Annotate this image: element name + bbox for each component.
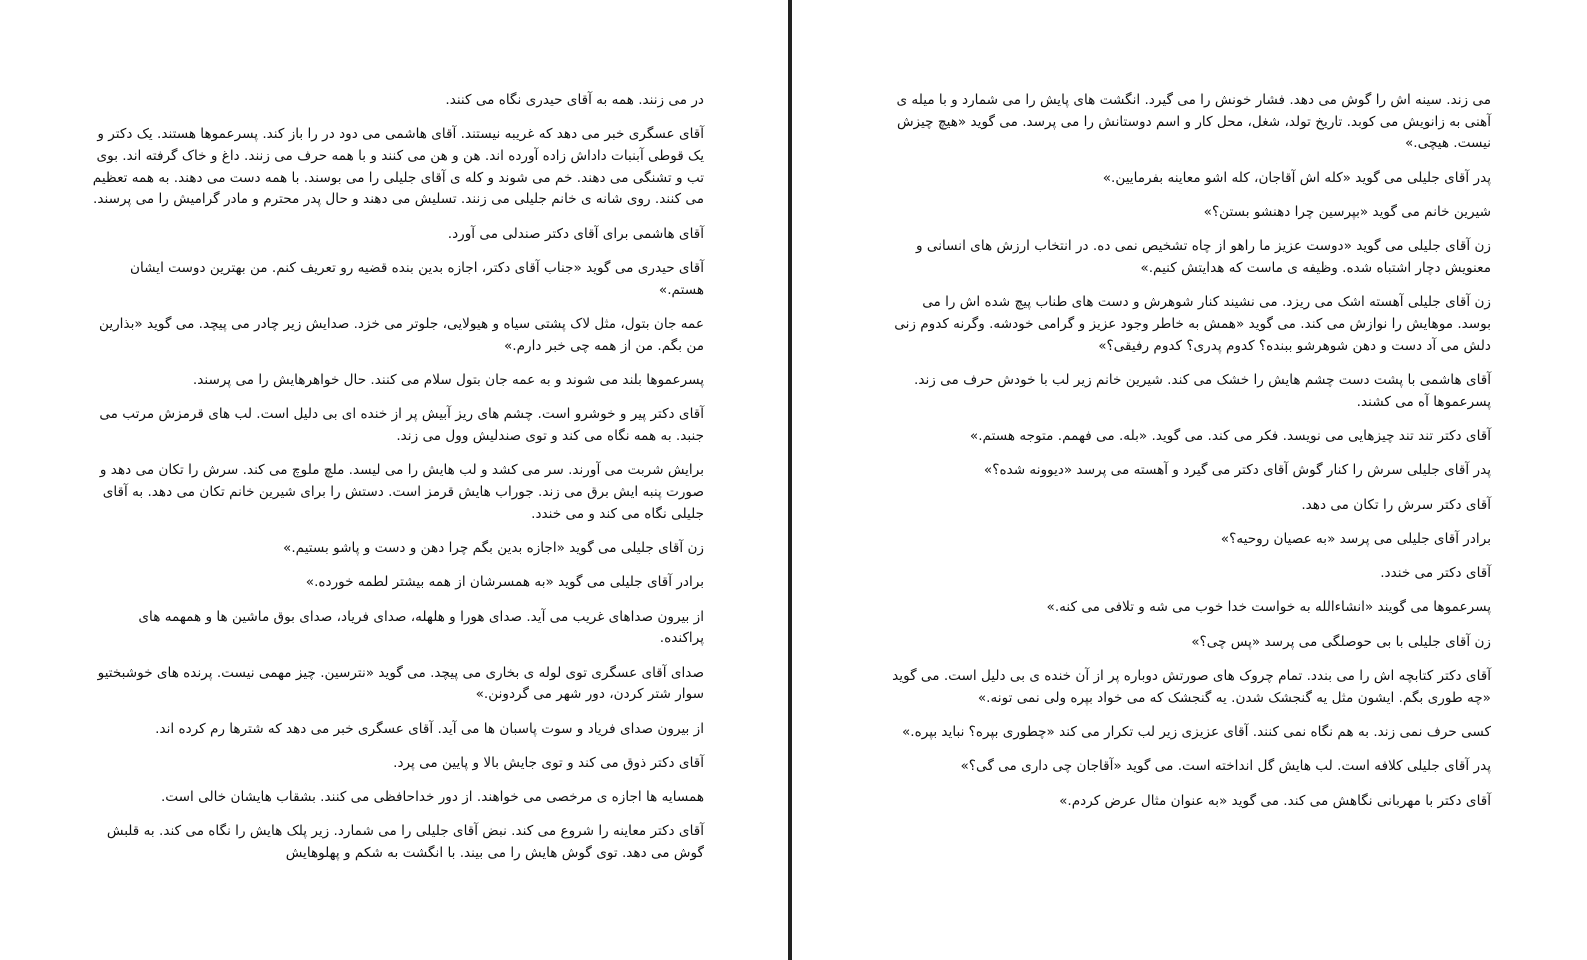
paragraph: پدر آقای جلیلی کلافه است. لب هایش گل انداخته است. می گوید «آقاجان چی داری می گی؟» (960, 758, 1491, 775)
paragraph: آقای دکتر سرش را تکان می دهد. (1301, 496, 1491, 513)
paragraph: آقای هاشمی برای آقای دکتر صندلی می آورد. (447, 225, 704, 242)
paragraph: آقای دکتر پیر و خوشرو است. چشم های ریز آبیش پر از خنده ای بی دلیل است. لب های قرمزش مرتب می جنبد. به همه نگاه می کند و توی صندلیش وول می زند. (99, 406, 704, 444)
paragraph: آقای دکتر با مهربانی نگاهش می کند. می گوید «به عنوان مثال عرض کردم.» (1059, 792, 1491, 809)
left-page (0, 0, 788, 960)
paragraph: برادر آقای جلیلی می پرسد «به عصیان روحیه؟» (1220, 530, 1491, 547)
paragraph: کسی حرف نمی زند. به هم نگاه نمی کنند. آقای عزیزی زیر لب تکرار می کند «چطوری بپره؟ نباید بپره.» (901, 724, 1491, 741)
right-page (795, 0, 1587, 960)
paragraph: آقای حیدری می گوید «جناب آقای دکتر، اجازه بدین بنده قضیه رو تعریف کنم. من بهترین دوست ایشان هستم.» (130, 260, 704, 298)
paragraph: عمه جان بتول، مثل لاک پشتی سیاه و هیولایی، جلوتر می خزد. صدایش زیر چادر می پیچد. می گوید «بذارین من بگم. من از همه چی خبر دارم.» (98, 316, 704, 354)
paragraph: آقای دکتر معاینه را شروع می کند. نبض آقای جلیلی را می شمارد. زیر پلک هایش را نگاه می کند. به قلبش گوش می دهد. توی گوش هایش را می بیند. با انگشت به شکم و پهلوهایش (106, 823, 704, 862)
paragraph: آقای دکتر ذوق می کند و توی جایش بالا و پایین می پرد. (393, 754, 704, 771)
paragraph: آقای دکتر کتابچه اش را می بندد. تمام چروک های صورتش دوباره پر از آن خنده ی بی دلیل است. می گوید «چه طوری بگم. ایشون مثل یه گنجشک شدن. یه گنجشک که می خواد بپره ولی نمی تونه.» (892, 668, 1491, 706)
paragraph: در می زنند. همه به آقای حیدری نگاه می کنند. (445, 92, 704, 108)
paragraph: آقای دکتر می خندد. (1380, 565, 1491, 582)
paragraph: آقای دکتر تند تند چیزهایی می نویسد. فکر می کند. می گوید. «بله. می فهمم. متوجه هستم.» (969, 428, 1491, 444)
paragraph: زن آقای جلیلی آهسته اشک می ریزد. می نشیند کنار شوهرش و دست های طناب پیچ شده اش را می بوسد. موهایش را نوازش می کند. می گوید «همش به خاطر وجود عزیز و گرامی خودشه. وگرنه کدوم زنی دلش می آد دست و دهن شوهرشو ببنده؟ کدوم پدری؟ کدوم رفیقی؟» (894, 294, 1491, 354)
paragraph: برادر آقای جلیلی می گوید «به همسرشان از همه بیشتر لطمه خورده.» (305, 574, 704, 591)
paragraph: از بیرون صدای فریاد و سوت پاسبان ها می آید. آقای عسگری خبر می دهد که شترها رم کرده اند. (155, 720, 704, 737)
paragraph: برایش شربت می آورند. سر می کشد و لب هایش را می لیسد. ملچ ملوچ می کند. سرش را تکان می دهد و صورت پنبه ایش برق می زند. جوراب هایش قرمز است. دستش را برای شیرین خانم تکان می دهد. به آقای جلیلی نگاه می کند و می خندد. (99, 462, 704, 522)
page-divider (788, 0, 792, 960)
left-page-text (92, 90, 704, 877)
paragraph: می زند. سینه اش را گوش می دهد. فشار خونش را می گیرد. انگشت های پایش را می شمارد و با میله ی آهنی به زانویش می کوبد. تاریخ تولد، شغل، محل کار و اسم دوستانش را می پرسد. می گوید «هیچ چیزش نیست. هیچی.» (896, 92, 1491, 152)
paragraph: از بیرون صداهای غریب می آید. صدای هورا و هلهله، صدای فریاد، صدای بوق ماشین ها و همهمه های پراکنده. (138, 608, 704, 647)
paragraph: آقای عسگری خبر می دهد که غریبه نیستند. آقای هاشمی می دود در را باز کند. پسرعموها هستند. یک دکتر و یک قوطی آبنبات داداش زاده آورده اند. هن و هن می کنند و با همه حرف می زنند. داغ و خاک گرفته اند. بوی تب و تشنگی می دهند. خم می شوند و کله ی آقای جلیلی را می بوسند. با همه دست می دهند. به همه تعظیم می کنند. روی شانه ی خانم جلیلی می زنند. تسلیش می دهند و حال پدر محترم و مادر گرامیش را می پرسند. (92, 126, 704, 208)
paragraph: زن آقای جلیلی می گوید «اجازه بدین بگم چرا دهن و دست و پاشو بستیم.» (283, 540, 704, 556)
right-page-text (891, 90, 1491, 825)
paragraph: پسرعموها می گویند «انشاءالله به خواست خدا خوب می شه و تلافی می کنه.» (1046, 599, 1491, 616)
paragraph: شیرین خانم می گوید «بپرسین چرا دهنشو بستن؟» (1203, 204, 1491, 220)
paragraph: پدر آقای جلیلی می گوید «کله اش آقاجان، کله اشو معاینه بفرمایین.» (1102, 169, 1491, 186)
paragraph: زن آقای جلیلی می گوید «دوست عزیز ما راهو از چاه تشخیص نمی ده. در انتخاب ارزش های انسانی و معنویش دچار اشتباه شده. وظیفه ی ماست که هدایتش کنیم.» (916, 238, 1491, 276)
paragraph: همسایه ها اجازه ی مرخصی می خواهند. از دور خداحافظی می کنند. بشقاب هایشان خالی است. (160, 789, 704, 806)
paragraph: صدای آقای عسگری توی لوله ی بخاری می پیچد. می گوید «نترسین. چیز مهمی نیست. پرنده های خوشبختیو سوار شتر کردن، دور شهر می گردونن.» (97, 664, 704, 703)
paragraph: زن آقای جلیلی با بی حوصلگی می پرسد «پس چی؟» (1191, 633, 1491, 650)
paragraph: پسرعموها بلند می شوند و به عمه جان بتول سلام می کنند. حال خواهرهایش را می پرسند. (192, 372, 704, 388)
paragraph: پدر آقای جلیلی سرش را کنار گوش آقای دکتر می گیرد و آهسته می پرسد «دیوونه شده؟» (983, 462, 1491, 479)
paragraph: آقای هاشمی با پشت دست چشم هایش را خشک می کند. شیرین خانم زیر لب با خودش حرف می زند. پسرعموها آه می کشند. (914, 372, 1491, 410)
